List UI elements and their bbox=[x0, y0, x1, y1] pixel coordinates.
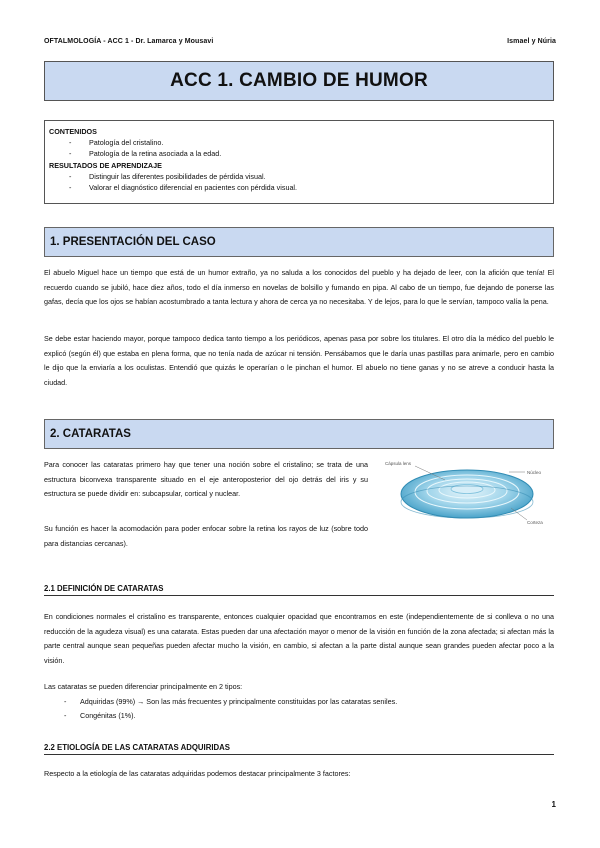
page-number: 1 bbox=[551, 800, 556, 809]
subsection-heading-2-1: 2.1 DEFINICIÓN DE CATARATAS bbox=[44, 584, 554, 596]
section2-paragraph-1: Para conocer las cataratas primero hay que tener una noción sobre el cristalino; se trata de una estructura biconvexa transparente situado en el eje anteroposterior del ojo detrás del iris y su estructura se puede dividir en: subcapsular, cortical y nuclear. bbox=[44, 460, 368, 499]
contents-box bbox=[44, 120, 554, 204]
subsection-heading-2-2: 2.2 ETIOLOGÍA DE LAS CATARATAS ADQUIRIDAS bbox=[44, 743, 554, 755]
list-item: - Patología del cristalino. bbox=[69, 138, 164, 148]
cataract-types-list bbox=[44, 695, 554, 722]
section-heading-1: 1. PRESENTACIÓN DEL CASO bbox=[44, 227, 554, 257]
page-title: ACC 1. CAMBIO DE HUMOR bbox=[170, 70, 428, 91]
list-item: - Patología de la retina asociada a la edad. bbox=[69, 149, 222, 159]
section-heading-2: 2. CATARATAS bbox=[44, 419, 554, 449]
section1-paragraph-1: El abuelo Miguel hace un tiempo que está de un humor extraño, ya no saluda a los conocidos del pueblo y ha dejado de leer, con la afición que tenía! El recuerdo cuando se jubiló, hace diez años, todo el día inmerso en novelas de bolsillo y fumando en pipa. Al cabo de un tiempo, fue dejando de ponerse las gafas, decía que los ojos se habían acostumbrado a tanta lectura y ahora de cerca ya no necesitaba. Y de lejos, para lo que le servían, tampoco valía la pena. bbox=[44, 268, 554, 307]
sub22-paragraph-1: Respecto a la etiología de las cataratas adquiridas podemos destacar principalmente 3 factores: bbox=[44, 769, 351, 778]
figure-label-corteza: Corteza bbox=[527, 520, 543, 525]
sub21-paragraph-1: En condiciones normales el cristalino es transparente, entonces cualquier opacidad que encontramos en este (independientemente de si conlleva o no una reducción de la agudeza visual) es una catarata. Estas pueden dar una afectación mayor o menor de la visión en función de la zona afectada; si afectan más la parte central aunque sean pequeñas pueden afectar mucho la visión, en cambio, si afectan a la parte distal aunque sean grandes pueden afectar poco a la visión. bbox=[44, 612, 554, 665]
title-box bbox=[44, 61, 554, 101]
list-item: - Distinguir las diferentes posibilidades de pérdida visual. bbox=[69, 171, 266, 181]
lens-outer bbox=[401, 470, 533, 518]
contenidos-label: CONTENIDOS bbox=[49, 127, 97, 136]
list-item: - Congénitas (1%). bbox=[64, 710, 136, 720]
figure-label-capsula: Cápsula lens bbox=[385, 461, 412, 466]
list-item: - Adquiridas (99%) → Son las más frecuentes y principalmente constituidas por las cataratas seniles. bbox=[64, 697, 398, 706]
section1-paragraph-2: Se debe estar haciendo mayor, porque tampoco dedica tanto tiempo a los periódicos, apenas pasa por sobre los titulares. El otro día la médico del pueblo le explicó (según él) que estaba en plena forma, que no tenía nada de azúcar ni tensión. Pensábamos que le daría unas pastillas para animarle, pero en cambio le dijo que la enviaría a los oculistas. Entendió que quizás le operarían o le pinchan el humor. El abuelo no tiene ganas y no se atreve a conducir hasta la ciudad. bbox=[44, 334, 554, 387]
sub21-paragraph-2: Las cataratas se pueden diferenciar principalmente en 2 tipos: bbox=[44, 682, 243, 691]
figure-label-nucleo: Núcleo bbox=[527, 470, 542, 475]
list-item: - Valorar el diagnóstico diferencial en pacientes con pérdida visual. bbox=[69, 183, 298, 193]
lens-figure bbox=[385, 458, 555, 528]
header-right: Ismael y Núria bbox=[507, 38, 556, 45]
header-left: OFTALMOLOGÍA - ACC 1 - Dr. Lamarca y Mousavi bbox=[44, 38, 214, 45]
resultados-label: RESULTADOS DE APRENDIZAJE bbox=[49, 160, 162, 170]
section2-paragraph-2: Su función es hacer la acomodación para poder enfocar sobre la retina los rayos de luz (sobre todo para distancias cercanas). bbox=[44, 524, 368, 548]
